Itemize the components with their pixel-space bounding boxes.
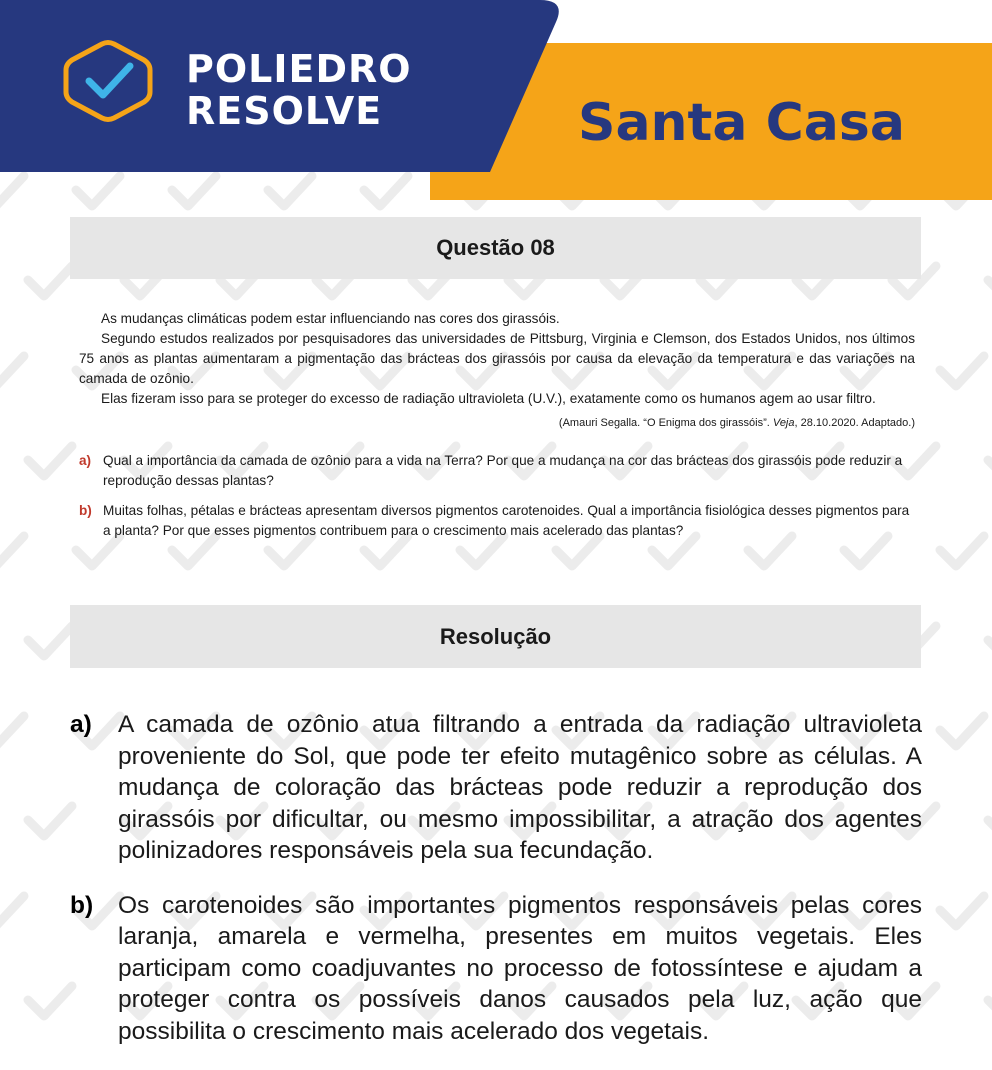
resolution-title-bar (70, 605, 921, 668)
watermark-check-icon (988, 626, 992, 656)
resolution-body (70, 709, 922, 1070)
watermark-check-icon (988, 266, 992, 296)
item-text: Muitas folhas, pétalas e brácteas apresentam diversos pigmentos carotenoides. Qual a importância fisiológica desses pigmentos para a planta? Por que esses pigmentos contribuem para o crescimento mais acelerado das plantas? (103, 503, 910, 538)
answer-label: a) (70, 711, 92, 738)
watermark-check-icon (28, 986, 72, 1016)
question-item-a (79, 451, 915, 491)
question-paragraph: As mudanças climáticas podem estar influenciando nas cores dos girassóis. (101, 311, 560, 326)
item-label: a) (79, 453, 92, 468)
question-items (79, 451, 915, 541)
watermark-check-icon (28, 806, 72, 836)
watermark-check-icon (988, 446, 992, 476)
question-body (79, 309, 915, 551)
answer-text: Os carotenoides são importantes pigmentos responsáveis pelas cores laranja, amarela e vermelha, presentes em muitos vegetais. Eles participam como coadjuvantes no processo de fotossíntese e ajudam a proteger contra os possíveis danos causados pela luz, ação que possibilita o crescimento mais acelerado dos vegetais. (118, 891, 922, 1045)
watermark-check-icon (0, 716, 24, 746)
resolution-title: Resolução (439, 623, 552, 649)
watermark-check-icon (0, 896, 24, 926)
header-banner (0, 0, 992, 200)
citation-date: , 28.10.2020. Adaptado.) (794, 417, 915, 429)
brand-name-line1: POLIEDRO (186, 47, 412, 91)
question-title-bar (70, 217, 921, 279)
brand-name-line2: RESOLVE (186, 89, 383, 133)
citation-author-title: (Amauri Segalla. “O Enigma dos girassóis”. (558, 417, 773, 429)
answer-text: A camada de ozônio atua filtrando a entrada da radiação ultravioleta proveniente do Sol, que pode ter efeito mutagênico sobre as células. A mudança de coloração das brácteas pode reduzir a reprodução dos girassóis por dificultar, ou mesmo impossibilitar, a atração dos agentes polinizadores responsáveis pela sua fecundação. (118, 711, 922, 864)
question-title: Questão 08 (436, 235, 555, 260)
watermark-check-icon (0, 536, 24, 566)
watermark-check-icon (940, 536, 984, 566)
watermark-check-icon (940, 356, 984, 386)
item-text: Qual a importância da camada de ozônio para a vida na Terra? Por que a mudança na cor das brácteas dos girassóis pode reduzir a reprodução dessas plantas? (103, 453, 903, 488)
answer-b (70, 890, 922, 1048)
exam-title: Santa Casa (578, 93, 905, 153)
answer-label: b) (70, 891, 94, 919)
watermark-check-icon (0, 356, 24, 386)
watermark-check-icon (28, 626, 72, 656)
watermark-check-icon (988, 986, 992, 1016)
watermark-check-icon (940, 896, 984, 926)
question-item-b (79, 501, 915, 541)
watermark-check-icon (940, 716, 984, 746)
item-label: b) (79, 503, 92, 518)
question-paragraph: Segundo estudos realizados por pesquisadores das universidades de Pittsburg, Virginia e Clemson, dos Estados Unidos, nos últimos 75 anos as plantas aumentaram a pigmentação das brácteas dos girassóis por causa da elevação da temperatura e das variações na camada de ozônio. (79, 331, 915, 386)
answer-a (70, 709, 922, 867)
watermark-check-icon (28, 446, 72, 476)
question-paragraph: Elas fizeram isso para se proteger do excesso de radiação ultravioleta (U.V.), exatamente como os humanos agem ao usar filtro. (101, 391, 876, 406)
watermark-check-icon (988, 806, 992, 836)
watermark-check-icon (28, 266, 72, 296)
citation-magazine: Veja (772, 417, 795, 429)
source-citation (79, 413, 915, 433)
